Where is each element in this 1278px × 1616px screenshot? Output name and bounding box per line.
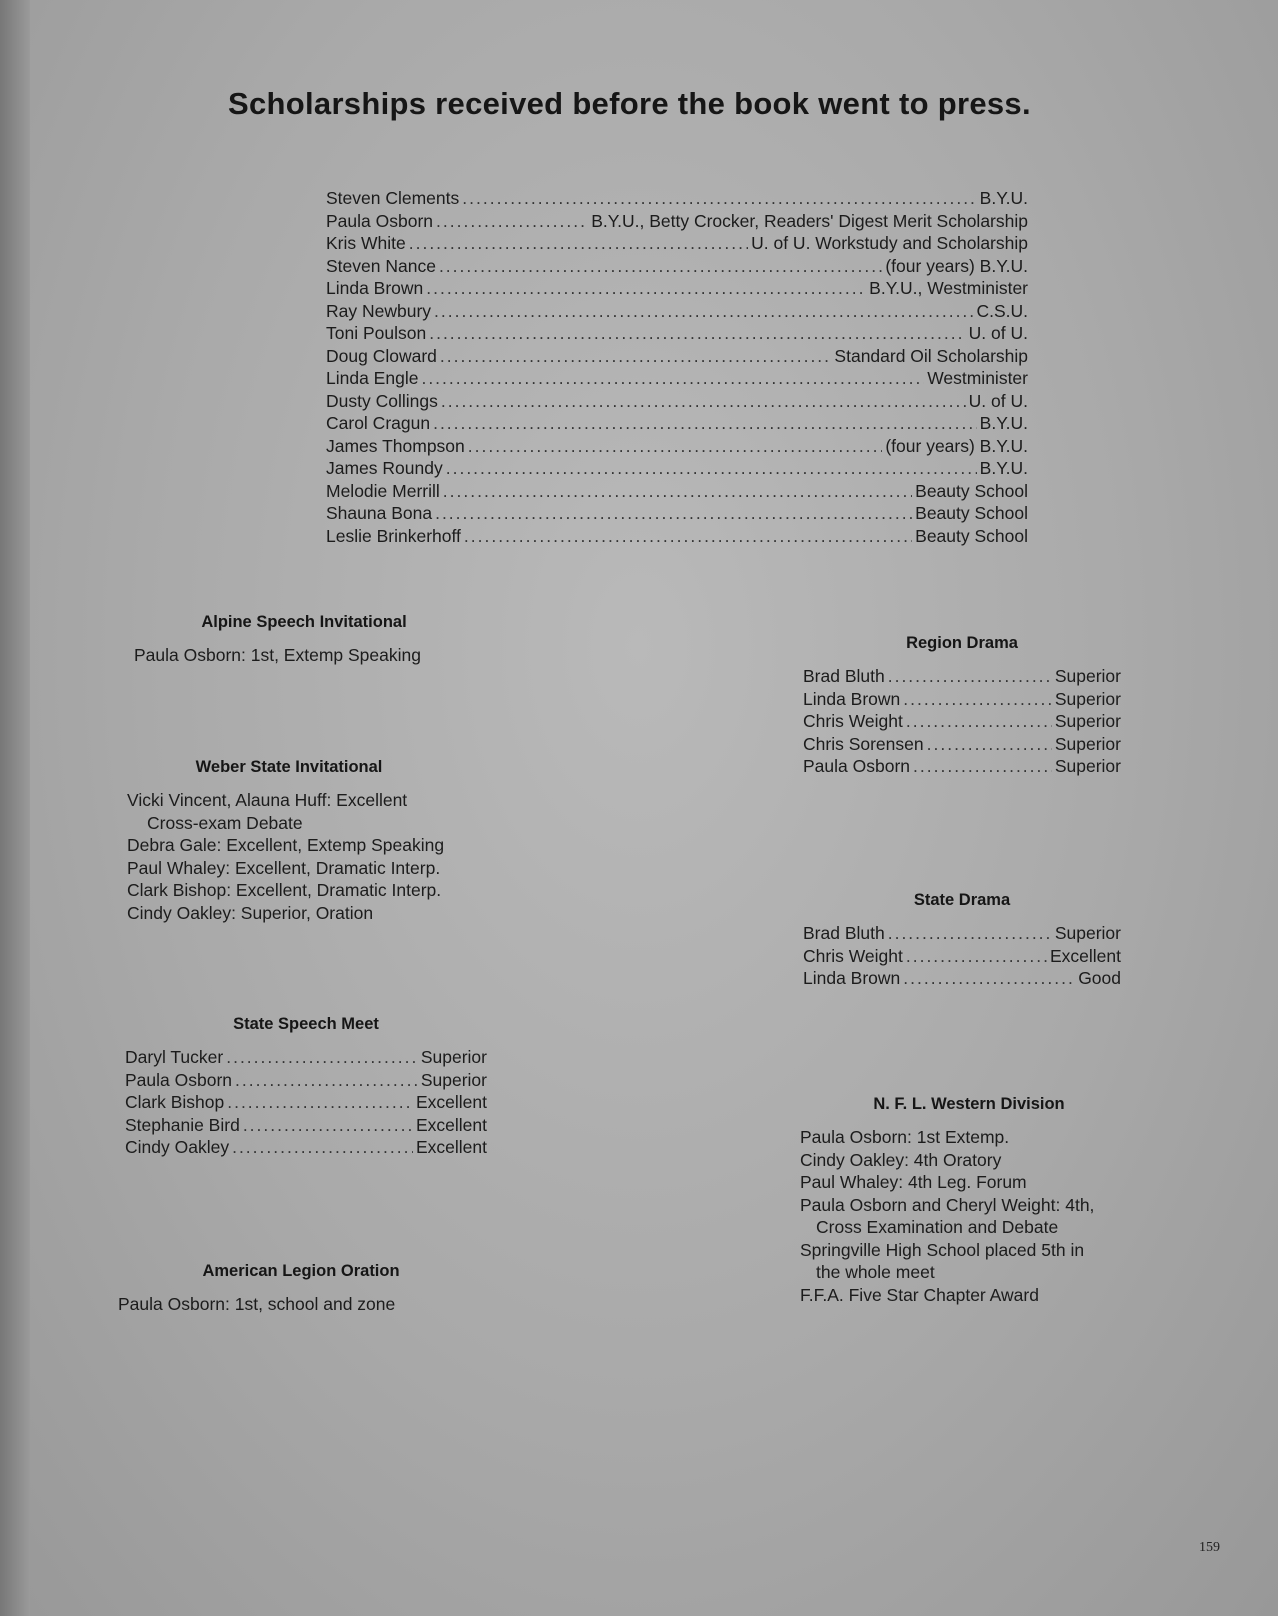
dot-leader bbox=[421, 367, 924, 390]
student-name: Daryl Tucker bbox=[125, 1047, 224, 1067]
result-row bbox=[803, 967, 1121, 990]
scholarship-award: (four years) B.Y.U. bbox=[885, 435, 1028, 456]
scholarship-row bbox=[326, 277, 1028, 300]
state-drama-section bbox=[803, 891, 1121, 990]
scholarship-row bbox=[326, 412, 1028, 435]
scholarship-award: Beauty School bbox=[915, 503, 1028, 523]
rating: Good bbox=[1078, 968, 1121, 988]
dot-leader bbox=[436, 210, 588, 233]
scholar-name: Steven Clements bbox=[326, 188, 460, 208]
rating: Superior bbox=[420, 1069, 487, 1090]
student-name: Linda Brown bbox=[803, 688, 901, 709]
section-heading: State Speech Meet bbox=[233, 1015, 379, 1033]
result-line: Paul Whaley: 4th Leg. Forum bbox=[800, 1172, 1027, 1192]
scholarship-award: B.Y.U. bbox=[979, 188, 1028, 208]
result-row bbox=[125, 1114, 487, 1137]
scholar-name: James Roundy bbox=[326, 458, 443, 478]
student-name: Brad Bluth bbox=[803, 666, 885, 686]
section-heading: State Drama bbox=[913, 891, 1011, 909]
dot-leader bbox=[439, 255, 882, 278]
scholar-name: Steven Nance bbox=[326, 255, 436, 276]
section-heading: N. F. L. Western Division bbox=[873, 1095, 1065, 1113]
result-line: Cross-exam Debate bbox=[147, 812, 303, 833]
result-line: Paula Osborn and Cheryl Weight: 4th, bbox=[800, 1194, 1095, 1215]
dot-leader bbox=[409, 232, 748, 255]
scholar-name: Linda Brown bbox=[326, 278, 424, 298]
rating: Excellent bbox=[415, 1137, 487, 1157]
result-line: the whole meet bbox=[816, 1262, 935, 1282]
rating: Superior bbox=[1054, 666, 1121, 686]
student-name: Clark Bishop bbox=[125, 1092, 225, 1112]
scholarship-award: B.Y.U., Westminister bbox=[869, 278, 1028, 298]
rating: Superior bbox=[1054, 688, 1121, 709]
result-line: Cindy Oakley: 4th Oratory bbox=[800, 1149, 1002, 1170]
scholar-name: Toni Poulson bbox=[326, 323, 427, 343]
dot-leader bbox=[235, 1069, 418, 1092]
dot-leader bbox=[903, 688, 1052, 711]
result-row bbox=[125, 1136, 487, 1159]
section-heading: Region Drama bbox=[906, 634, 1018, 652]
result-row bbox=[803, 755, 1121, 778]
scholarship-row bbox=[326, 480, 1028, 503]
result-row bbox=[125, 1046, 487, 1069]
rating: Superior bbox=[1054, 756, 1121, 776]
weber-state-section bbox=[127, 758, 507, 924]
dot-leader bbox=[441, 390, 966, 413]
scholar-name: Kris White bbox=[326, 233, 406, 253]
dot-leader bbox=[226, 1046, 418, 1069]
scholar-name: Dusty Collings bbox=[326, 390, 438, 411]
scholarship-row bbox=[326, 390, 1028, 413]
student-name: Paula Osborn bbox=[125, 1069, 233, 1090]
scholarship-award: C.S.U. bbox=[976, 300, 1028, 321]
scholarship-row bbox=[326, 255, 1028, 278]
dot-leader bbox=[435, 502, 912, 525]
student-name: Chris Weight bbox=[803, 711, 903, 731]
dot-leader bbox=[426, 277, 866, 300]
scholarship-row bbox=[326, 525, 1028, 548]
rating: Excellent bbox=[415, 1114, 487, 1135]
result-line: Paula Osborn: 1st Extemp. bbox=[800, 1127, 1010, 1147]
rating: Superior bbox=[1054, 733, 1121, 754]
scholar-name: Doug Cloward bbox=[326, 345, 437, 366]
scholar-name: Melodie Merrill bbox=[326, 480, 440, 501]
scholarship-award: Westminister bbox=[927, 368, 1028, 388]
rating: Excellent bbox=[1049, 945, 1121, 966]
section-heading: Weber State Invitational bbox=[195, 758, 383, 776]
result-line: Cindy Oakley: Superior, Oration bbox=[127, 902, 374, 923]
result-line: Springville High School placed 5th in bbox=[800, 1239, 1085, 1260]
rating: Superior bbox=[420, 1047, 487, 1067]
result-row bbox=[125, 1069, 487, 1092]
result-row bbox=[803, 945, 1121, 968]
dot-leader bbox=[906, 945, 1047, 968]
result-line: F.F.A. Five Star Chapter Award bbox=[800, 1284, 1039, 1305]
section-heading: American Legion Oration bbox=[202, 1262, 400, 1280]
rating: Excellent bbox=[415, 1092, 487, 1112]
section-heading: Alpine Speech Invitational bbox=[201, 613, 407, 631]
scholarship-award: B.Y.U. bbox=[979, 458, 1028, 478]
scholarship-award: Standard Oil Scholarship bbox=[834, 345, 1028, 366]
scholar-name: Ray Newbury bbox=[326, 300, 432, 321]
student-name: Stephanie Bird bbox=[125, 1114, 240, 1135]
page-title: Scholarships received before the book went to press. bbox=[228, 86, 1031, 121]
scholarship-row bbox=[326, 300, 1028, 323]
dot-leader bbox=[464, 525, 912, 548]
result-row bbox=[803, 733, 1121, 756]
dot-leader bbox=[434, 300, 973, 323]
student-name: Chris Sorensen bbox=[803, 733, 924, 754]
scholarship-row bbox=[326, 322, 1028, 345]
scholarship-row bbox=[326, 187, 1028, 210]
student-name: Linda Brown bbox=[803, 968, 901, 988]
scholar-name: Shauna Bona bbox=[326, 503, 433, 523]
scholar-name: Carol Cragun bbox=[326, 413, 431, 433]
student-name: Cindy Oakley bbox=[125, 1137, 230, 1157]
page-number: 159 bbox=[1199, 1540, 1220, 1555]
dot-leader bbox=[906, 710, 1052, 733]
result-row bbox=[125, 1091, 487, 1114]
scholarship-award: B.Y.U., Betty Crocker, Readers' Digest Merit Scholarship bbox=[591, 210, 1028, 231]
dot-leader bbox=[462, 187, 976, 210]
scholarship-row bbox=[326, 345, 1028, 368]
scholar-name: Linda Engle bbox=[326, 368, 419, 388]
dot-leader bbox=[913, 755, 1052, 778]
dot-leader bbox=[227, 1091, 413, 1114]
alpine-speech-section bbox=[134, 613, 474, 667]
result-row bbox=[803, 710, 1121, 733]
dot-leader bbox=[927, 733, 1052, 756]
dot-leader bbox=[888, 922, 1052, 945]
student-name: Paula Osborn bbox=[803, 756, 911, 776]
dot-leader bbox=[433, 412, 977, 435]
student-name: Chris Weight bbox=[803, 945, 903, 966]
scholar-name: Paula Osborn bbox=[326, 210, 434, 231]
scholarship-award: U. of U. Workstudy and Scholarship bbox=[751, 233, 1028, 253]
nfl-western-division-section bbox=[800, 1095, 1130, 1306]
scholarship-award: (four years) B.Y.U. bbox=[885, 255, 1028, 276]
dot-leader bbox=[903, 967, 1075, 990]
result-line: Paula Osborn: 1st, Extemp Speaking bbox=[134, 645, 421, 665]
state-speech-section bbox=[125, 1015, 487, 1159]
student-name: Brad Bluth bbox=[803, 923, 885, 943]
scholarship-row bbox=[326, 232, 1028, 255]
rating: Superior bbox=[1054, 711, 1121, 731]
dot-leader bbox=[232, 1136, 413, 1159]
scholarship-award: Beauty School bbox=[915, 480, 1028, 501]
result-line: Debra Gale: Excellent, Extemp Speaking bbox=[127, 835, 445, 855]
result-line: Vicki Vincent, Alauna Huff: Excellent bbox=[127, 790, 408, 810]
scholarship-award: B.Y.U. bbox=[979, 413, 1028, 433]
dot-leader bbox=[429, 322, 965, 345]
scholar-name: James Thompson bbox=[326, 435, 465, 456]
result-row bbox=[803, 922, 1121, 945]
rating: Superior bbox=[1054, 923, 1121, 943]
dot-leader bbox=[243, 1114, 413, 1137]
page-spine-shadow bbox=[0, 0, 30, 1616]
scholarship-award: U. of U. bbox=[968, 323, 1028, 343]
scholarship-award: Beauty School bbox=[915, 525, 1028, 546]
result-line: Clark Bishop: Excellent, Dramatic Interp. bbox=[127, 880, 442, 900]
dot-leader bbox=[443, 480, 912, 503]
scholarship-row bbox=[326, 502, 1028, 525]
result-row bbox=[803, 688, 1121, 711]
scholarship-award: U. of U. bbox=[968, 390, 1028, 411]
scholar-name: Leslie Brinkerhoff bbox=[326, 525, 461, 546]
dot-leader bbox=[446, 457, 977, 480]
result-row bbox=[803, 665, 1121, 688]
scholarship-row bbox=[326, 457, 1028, 480]
scholarship-row bbox=[326, 435, 1028, 458]
dot-leader bbox=[888, 665, 1052, 688]
result-line: Paula Osborn: 1st, school and zone bbox=[118, 1294, 396, 1314]
scholarship-list bbox=[326, 187, 1028, 547]
scholarship-row bbox=[326, 367, 1028, 390]
american-legion-section bbox=[118, 1262, 484, 1316]
result-line: Cross Examination and Debate bbox=[816, 1217, 1059, 1237]
region-drama-section bbox=[803, 634, 1121, 778]
dot-leader bbox=[468, 435, 883, 458]
result-line: Paul Whaley: Excellent, Dramatic Interp. bbox=[127, 857, 441, 878]
dot-leader bbox=[440, 345, 832, 368]
scholarship-row bbox=[326, 210, 1028, 233]
